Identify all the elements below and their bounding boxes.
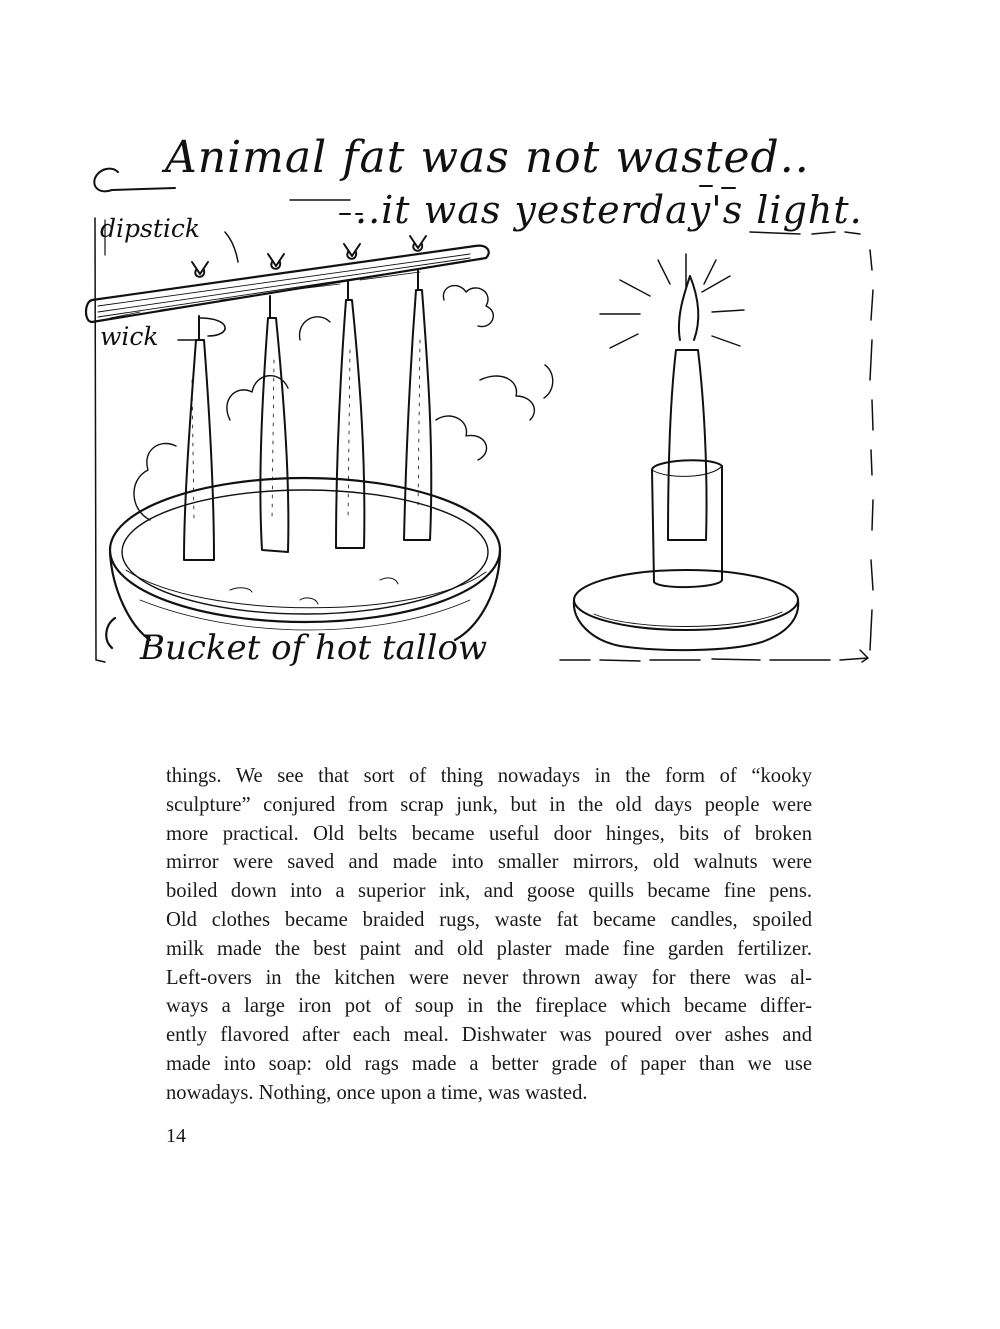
body-line: made into soap: old rags made a better grade of paper than we use [166, 1052, 812, 1075]
body-line: more practical. Old belts became useful door hinges, bits of broken [166, 822, 812, 845]
body-line: milk made the best paint and old plaster made fine garden fertilizer. [166, 937, 812, 960]
wick-pointer [178, 318, 225, 340]
dipstick-drawing [86, 232, 489, 322]
body-line: ently flavored after each meal. Dishwater was poured over ashes and [166, 1024, 812, 1047]
illustration-title-line-2: ..it was yesterday's light. [355, 188, 863, 232]
body-line: sculpture” conjured from scrap junk, but in the old days people were [166, 793, 812, 816]
left-frame-border [95, 218, 105, 662]
dipstick-label: dipstick [100, 214, 201, 243]
body-line: nowadays. Nothing, once upon a time, was wasted. [166, 1081, 588, 1104]
body-line: Old clothes became braided rugs, waste fat became candles, spoiled [166, 908, 812, 931]
title-flourish [94, 169, 175, 192]
tallow-bucket [110, 478, 500, 640]
body-line: ways a large iron pot of soup in the fireplace which became differ- [166, 995, 812, 1018]
body-line: mirror were saved and made into smaller mirrors, old walnuts were [166, 851, 812, 874]
body-line: boiled down into a superior ink, and goose quills became fine pens. [166, 880, 812, 903]
page-number: 14 [166, 1125, 186, 1147]
bottom-frame-border [560, 658, 868, 661]
steam-clouds [134, 286, 553, 520]
bucket-caption: Bucket of hot tallow [140, 628, 488, 668]
dipped-candles [184, 270, 431, 560]
illustration-title-line-1: Animal fat was not wasted.. [165, 132, 810, 183]
body-line: things. We see that sort of thing nowadays in the form of “kooky [166, 765, 812, 787]
body-paragraph [166, 762, 812, 1108]
wick-label: wick [100, 322, 159, 351]
right-frame-border [870, 250, 873, 650]
candle-holder-drawing [574, 254, 798, 650]
body-line: Left-overs in the kitchen were never thrown away for there was al- [166, 966, 812, 989]
